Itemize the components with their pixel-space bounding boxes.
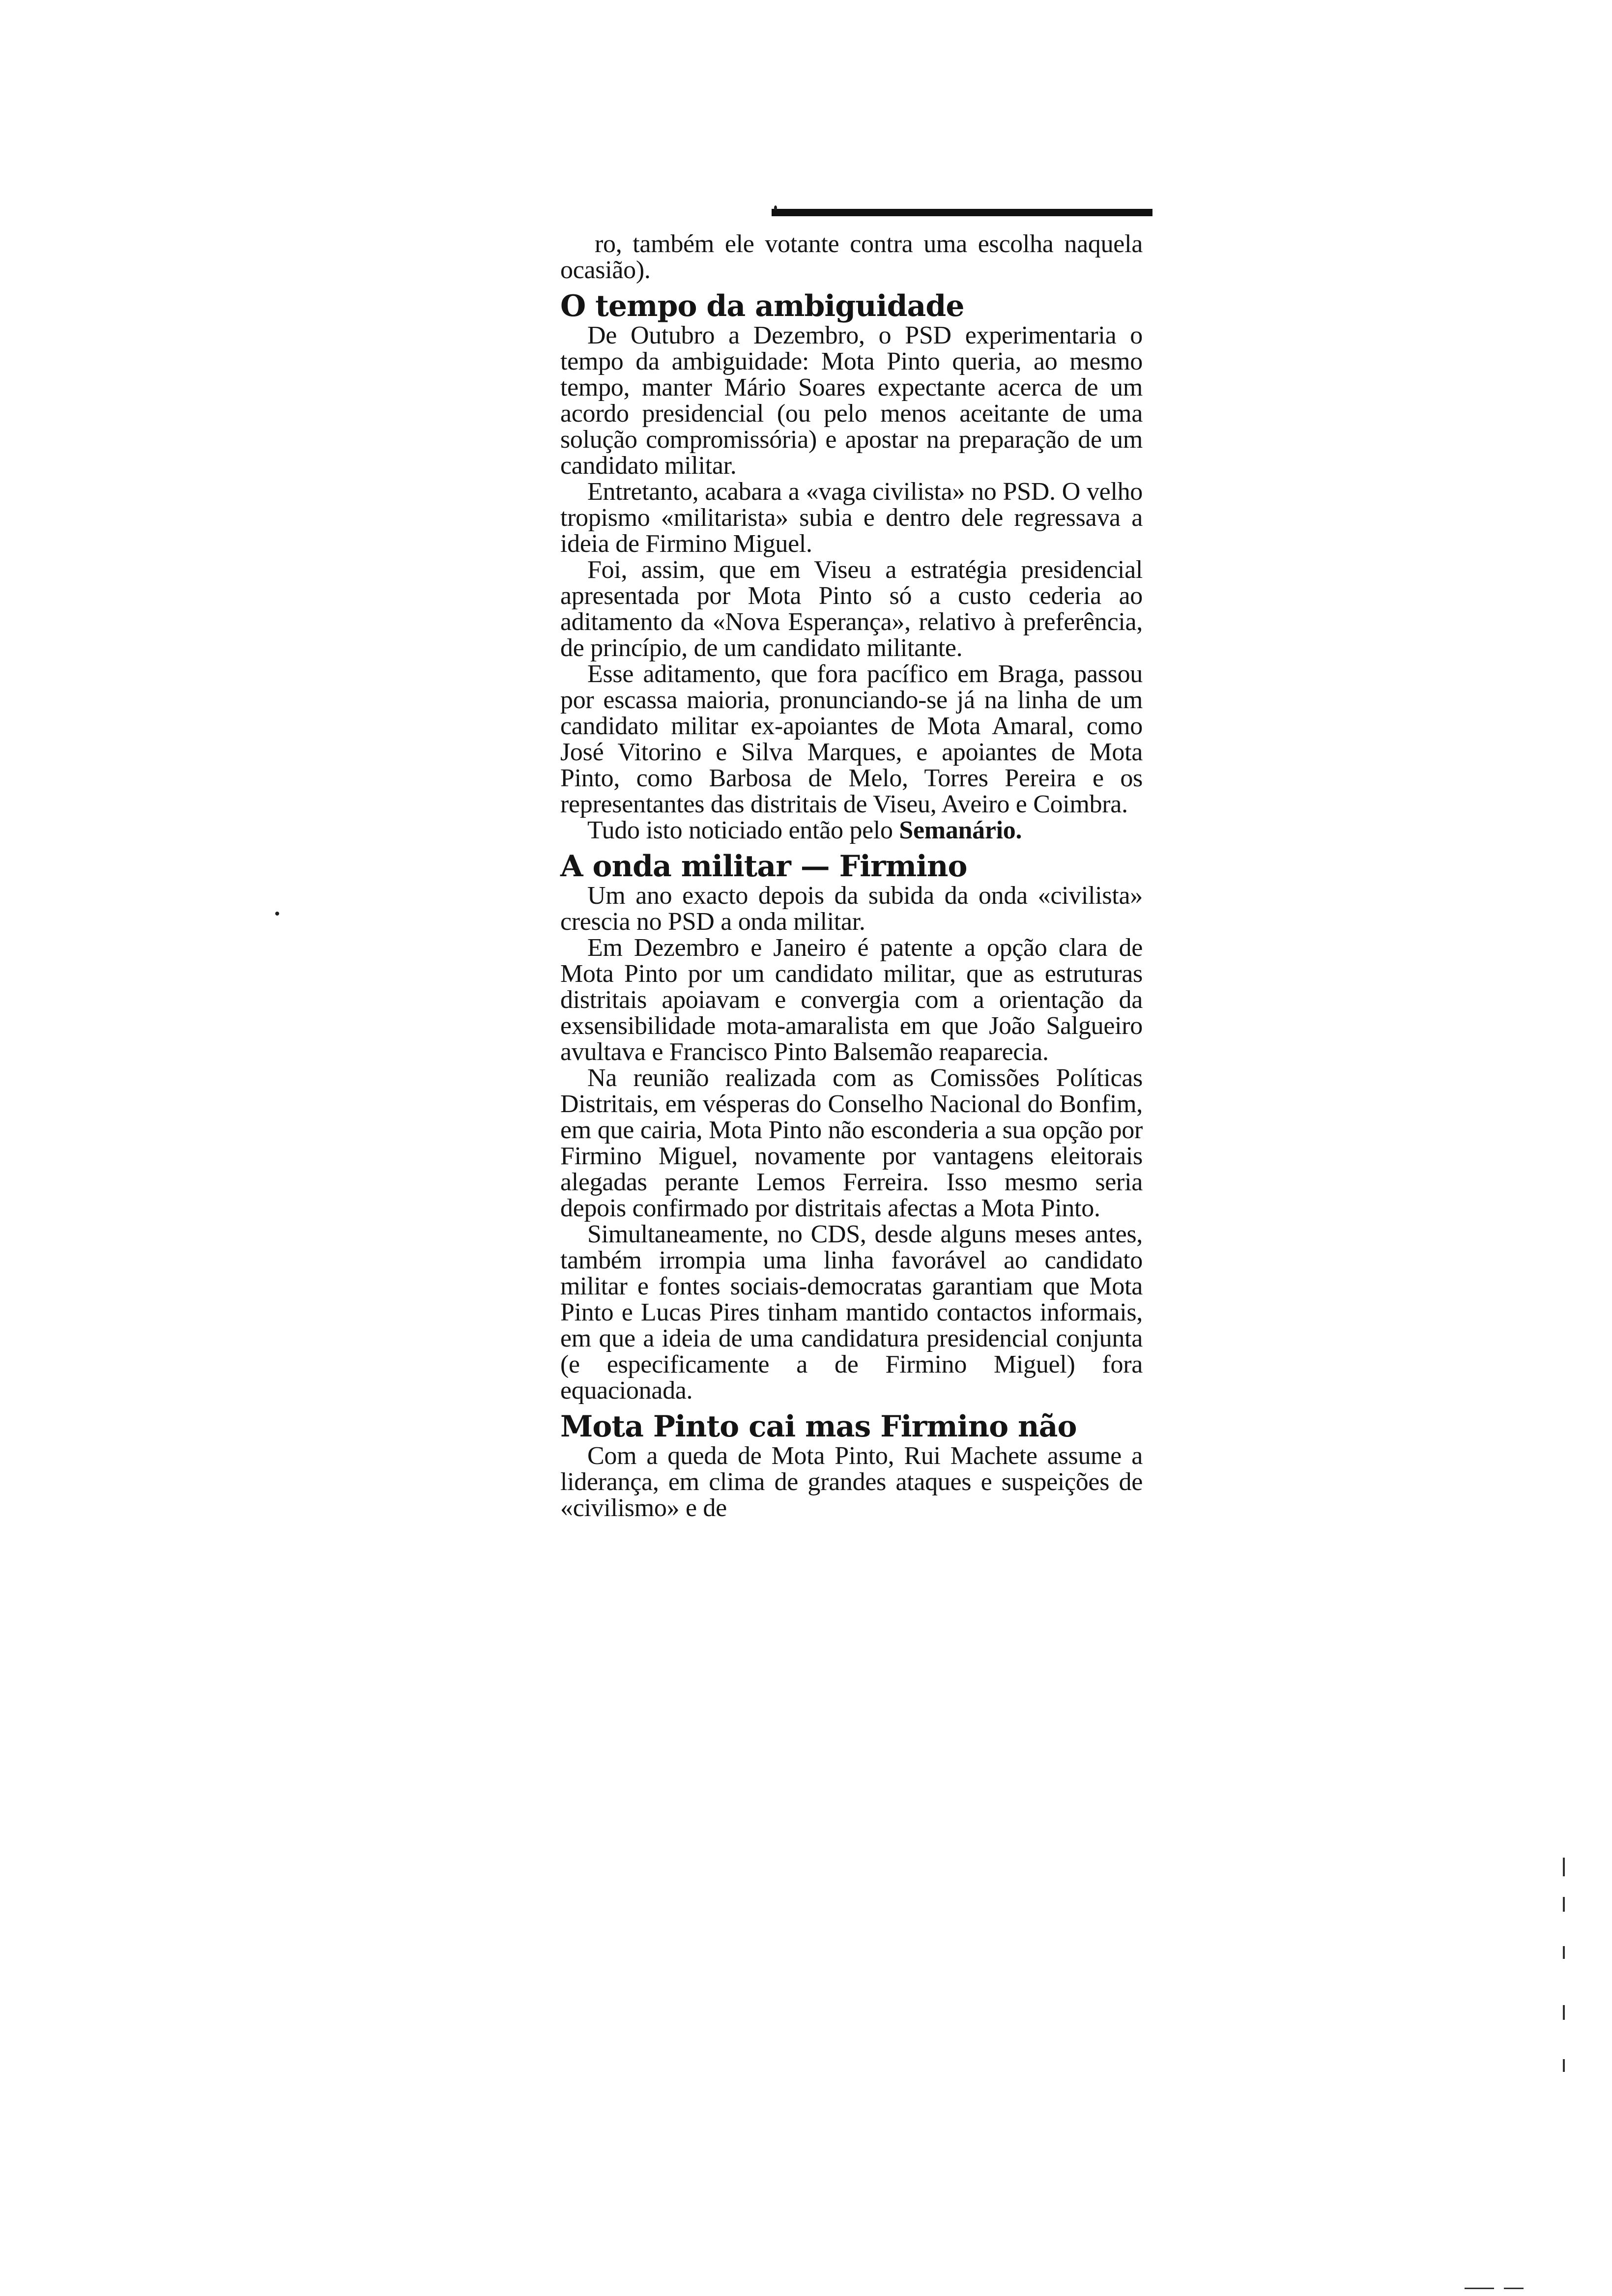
column-edge-mark — [1563, 2059, 1565, 2072]
column-edge-mark — [1563, 2005, 1565, 2020]
section-1-paragraph-5 — [560, 817, 1143, 843]
section-heading-mota-pinto-cai: Mota Pinto cai mas Firmino não — [560, 1409, 1077, 1444]
section-1-paragraph-2: Entretanto, acabara a «vaga civilista» no PSD. O velho tropismo «militarista» subia e dentro dele regressava a ideia de Firmino Miguel. — [560, 478, 1143, 558]
section-2-paragraph-3: Na reunião realizada com as Comissões Políticas Distritais, em vésperas do Conselho Nacional do Bonfim, em que cairia, Mota Pinto não esconderia a sua opção por Firmino Miguel, novamente por vantagens eleitorais alegadas perante Lemos Ferreira. Isso mesmo seria depois confirmado por distritais afectas a Mota Pinto. — [560, 1064, 1143, 1222]
intro-paragraph: ro, também ele votante contra uma escolha naquela ocasião). — [560, 230, 1143, 284]
column-edge-mark — [1563, 1897, 1565, 1912]
scan-speck — [774, 205, 777, 210]
section-heading-ambiguidade: O tempo da ambiguidade — [560, 289, 964, 323]
column-edge-mark — [1563, 1946, 1565, 1959]
section-1-paragraph-3: Foi, assim, que em Viseu a estratégia presidencial apresentada por Mota Pinto só a custo cederia ao aditamento da «Nova Esperança», relativo à preferência, de princípio, de um candidato militante. — [560, 556, 1143, 662]
semanario-bold-word: Semanário. — [899, 816, 1022, 844]
section-1-paragraph-5-text: Tudo isto noticiado então pelo — [587, 816, 899, 844]
scan-speck — [275, 912, 279, 916]
section-2-paragraph-4: Simultaneamente, no CDS, desde alguns meses antes, também irrompia uma linha favorável ao candidato militar e fontes sociais-democratas garantiam que Mota Pinto e Lucas Pires tinham mantido contactos informais, em que a ideia de uma candidatura presidencial conjunta (e especificamente a de Firmino Miguel) fora equacionada. — [560, 1220, 1143, 1405]
bottom-scan-mark — [1504, 2288, 1524, 2289]
section-1-paragraph-1: De Outubro a Dezembro, o PSD experimentaria o tempo da ambiguidade: Mota Pinto queria, ao mesmo tempo, manter Mário Soares expectante acerca de um acordo presidencial (ou pelo menos aceitante de uma solução compromissória) e apostar na preparação de um candidato militar. — [560, 321, 1143, 480]
section-2-paragraph-1: Um ano exacto depois da subida da onda «civilista» crescia no PSD a onda militar. — [560, 882, 1143, 936]
column-top-rule — [772, 209, 1152, 216]
section-3-paragraph-1: Com a queda de Mota Pinto, Rui Machete assume a liderança, em clima de grandes ataques e suspeições de «civilismo» e de — [560, 1442, 1143, 1522]
article-column — [560, 231, 1143, 1521]
section-2-paragraph-2: Em Dezembro e Janeiro é patente a opção clara de Mota Pinto por um candidato militar, que as estruturas distritais apoiavam e convergia com a orientação da exsensibilidade mota-amaralista em que João Salgueiro avultava e Francisco Pinto Balsemão reaparecia. — [560, 934, 1143, 1066]
column-edge-mark — [1563, 1858, 1565, 1876]
section-heading-onda-militar: A onda militar — Firmino — [560, 849, 967, 884]
section-1-paragraph-4: Esse aditamento, que fora pacífico em Braga, passou por escassa maioria, pronunciando-se já na linha de um candidato militar ex-apoiantes de Mota Amaral, como José Vitorino e Silva Marques, e apoiantes de Mota Pinto, como Barbosa de Melo, Torres Pereira e os representantes das distritais de Viseu, Aveiro e Coimbra. — [560, 660, 1143, 818]
bottom-scan-mark — [1465, 2288, 1494, 2289]
